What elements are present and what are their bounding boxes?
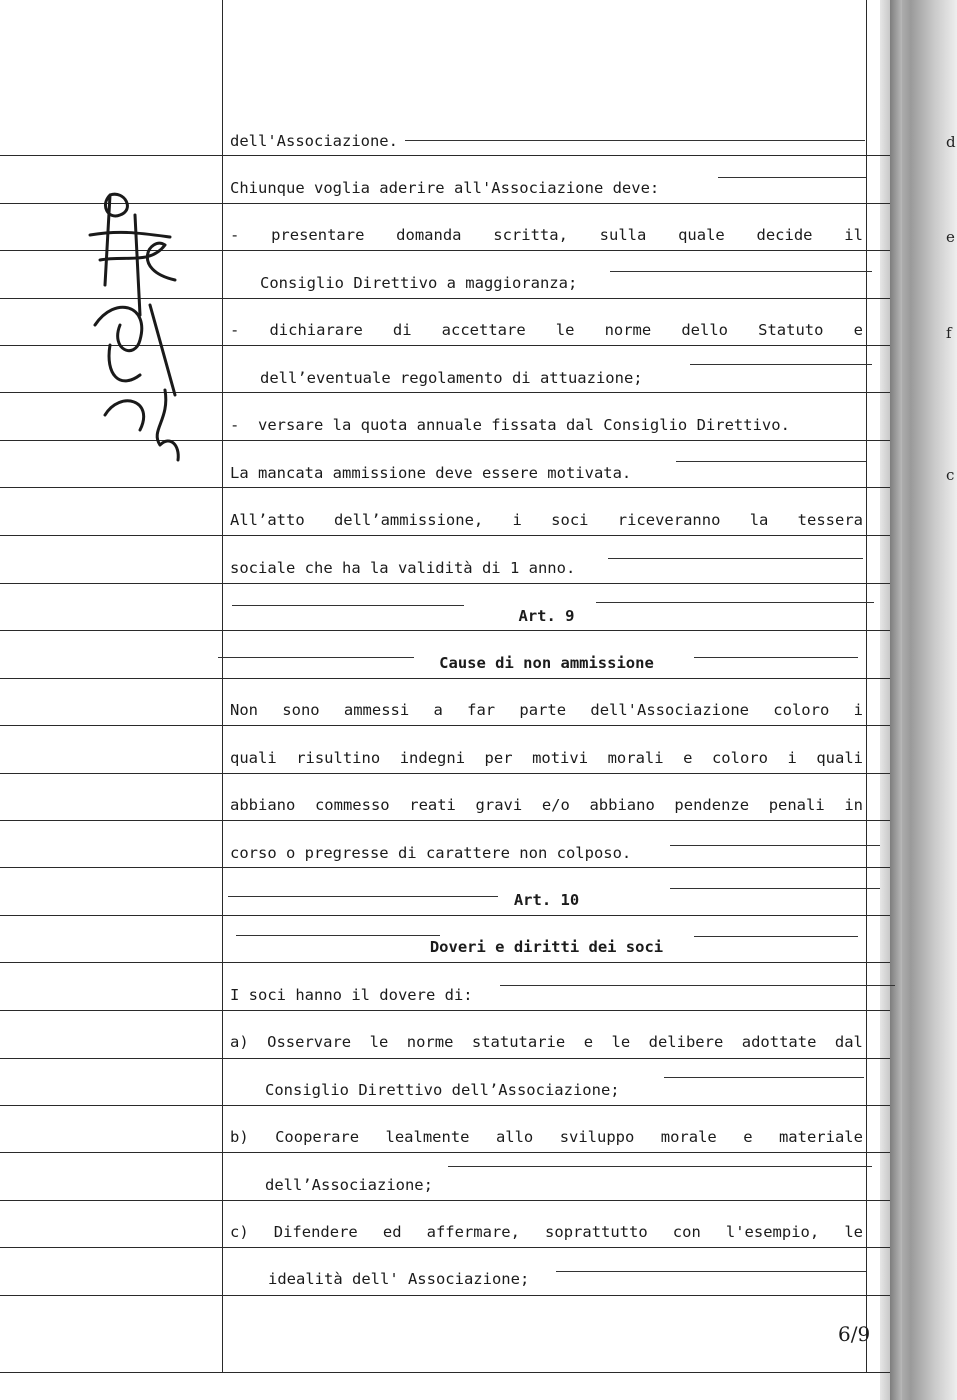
word: risultino [296,749,381,767]
word: norme [406,1033,454,1051]
word: ammessi [343,701,410,719]
word: b) [230,1128,249,1146]
word: pendenze [674,796,750,814]
word: soci [551,511,589,529]
word: commesso [314,796,390,814]
ruled-line [0,535,890,536]
word: accettare [441,321,526,339]
ruled-line [0,1105,890,1106]
word: norme [604,321,652,339]
word: motivi [532,749,589,767]
word: Statuto [758,321,824,339]
word: - [230,321,240,339]
left-margin-line [222,0,223,1372]
word: in [844,796,863,814]
word: delibere [648,1033,724,1051]
word: abbiano [589,796,655,814]
word: le [555,321,575,339]
word: coloro [711,749,768,767]
word: e [583,1033,594,1051]
margin-letter: e [946,228,955,246]
word: con [672,1223,701,1241]
article-9-line-4: corso o pregresse di carattere non colposo. [230,844,632,862]
word: le [844,1223,863,1241]
duties-intro: I soci hanno il dovere di: [230,986,473,1004]
word: abbiano [230,796,296,814]
word: dichiarare [269,321,363,339]
ruled-line [0,583,890,584]
word: sviluppo [559,1128,635,1146]
ruled-line [0,915,890,916]
word: la [749,511,769,529]
duty-c-line-1 [230,1219,863,1245]
requirement-1-line-1 [230,222,863,248]
refusal-line: La mancata ammissione deve essere motivata. [230,464,632,482]
card-line-2: sociale che ha la validità di 1 anno. [230,559,576,577]
word: i [853,701,863,719]
ruled-line [0,1010,890,1011]
word: materiale [778,1128,863,1146]
margin-letter: c [946,466,955,484]
word: lealmente [385,1128,470,1146]
ruled-line [0,962,890,963]
article-9-line-1 [230,697,863,723]
word: Non [230,701,258,719]
word: Difendere [273,1223,358,1241]
word: indegni [399,749,466,767]
word: Cooperare [275,1128,360,1146]
word: soprattutto [545,1223,648,1241]
ruled-line [0,725,890,726]
word: a [433,701,443,719]
ruled-line [0,1152,890,1153]
word: per [484,749,513,767]
ruled-line [0,773,890,774]
word: le [369,1033,389,1051]
word: e/o [541,796,570,814]
requirement-2-line-2: dell’eventuale regolamento di attuazione; [260,369,643,387]
word: - [230,226,240,244]
word: gravi [475,796,523,814]
duty-a-line-1 [230,1029,863,1055]
word: a) [230,1033,249,1051]
word: e [743,1128,753,1146]
word: l'esempio, [725,1223,820,1241]
word: scritta, [493,226,568,244]
word: e [683,749,693,767]
word: c) [230,1223,249,1241]
ruled-line [0,1372,890,1373]
word: sulla [599,226,647,244]
ruled-line [0,678,890,679]
page-number: 6/9 [838,1322,871,1346]
word: il [844,226,863,244]
article-9-title: Cause di non ammissione [439,654,654,672]
ruled-line [0,820,890,821]
duty-c-line-2: idealità dell' Associazione; [268,1270,530,1288]
word: tessera [797,511,863,529]
ruled-line [0,1058,890,1059]
word: parte [519,701,567,719]
handwritten-signature [80,175,195,475]
word: statutarie [471,1033,566,1051]
text-line: dell'Associazione. [230,132,398,150]
ruled-line [0,1247,890,1248]
word: quali [816,749,863,767]
article-9-number: Art. 9 [518,607,575,625]
ruled-line [0,867,890,868]
article-9-line-2 [230,745,863,771]
word: penali [768,796,825,814]
word: riceveranno [617,511,721,529]
word: quale [678,226,725,244]
article-9-line-3 [230,792,863,818]
requirement-2-line-1 [230,317,863,343]
ruled-line [0,1200,890,1201]
margin-letter: d [946,133,956,151]
word: All’atto [230,511,305,529]
article-10-title: Doveri e diritti dei soci [429,938,664,956]
membership-intro: Chiunque voglia aderire all'Associazione deve: [230,179,660,197]
word: morale [660,1128,717,1146]
word: di [392,321,412,339]
word: dell'Associazione [590,701,749,719]
ruled-line [0,630,890,631]
word: morali [607,749,664,767]
word: e [853,321,863,339]
card-line-1 [230,507,863,533]
margin-letter: f [946,324,952,342]
word: far [467,701,496,719]
duty-a-line-2: Consiglio Direttivo dell’Associazione; [265,1081,620,1099]
word: quali [230,749,277,767]
word: le [611,1033,631,1051]
word: allo [495,1128,534,1146]
ruled-line [0,1295,890,1296]
article-10-number: Art. 10 [513,891,580,909]
word: reati [409,796,456,814]
word: sono [282,701,320,719]
word: i [787,749,797,767]
word: domanda [396,226,462,244]
word: coloro [773,701,830,719]
word: Osservare [267,1033,352,1051]
requirement-3-line-1: - versare la quota annuale fissata dal Consiglio Direttivo. [230,416,790,434]
word: dell’ammissione, [333,511,484,529]
word: affermare, [426,1223,520,1241]
duty-b-line-1 [230,1124,863,1150]
word: i [512,511,522,529]
word: adottate [741,1033,817,1051]
filler-stroke [448,1166,872,1167]
ruled-line [0,155,890,156]
word: dal [834,1033,863,1051]
duty-b-line-2: dell’Associazione; [265,1176,433,1194]
word: ed [382,1223,402,1241]
word: dello [681,321,729,339]
word: presentare [271,226,365,244]
word: decide [756,226,813,244]
requirement-1-line-2: Consiglio Direttivo a maggioranza; [260,274,578,292]
ruled-line [0,487,890,488]
